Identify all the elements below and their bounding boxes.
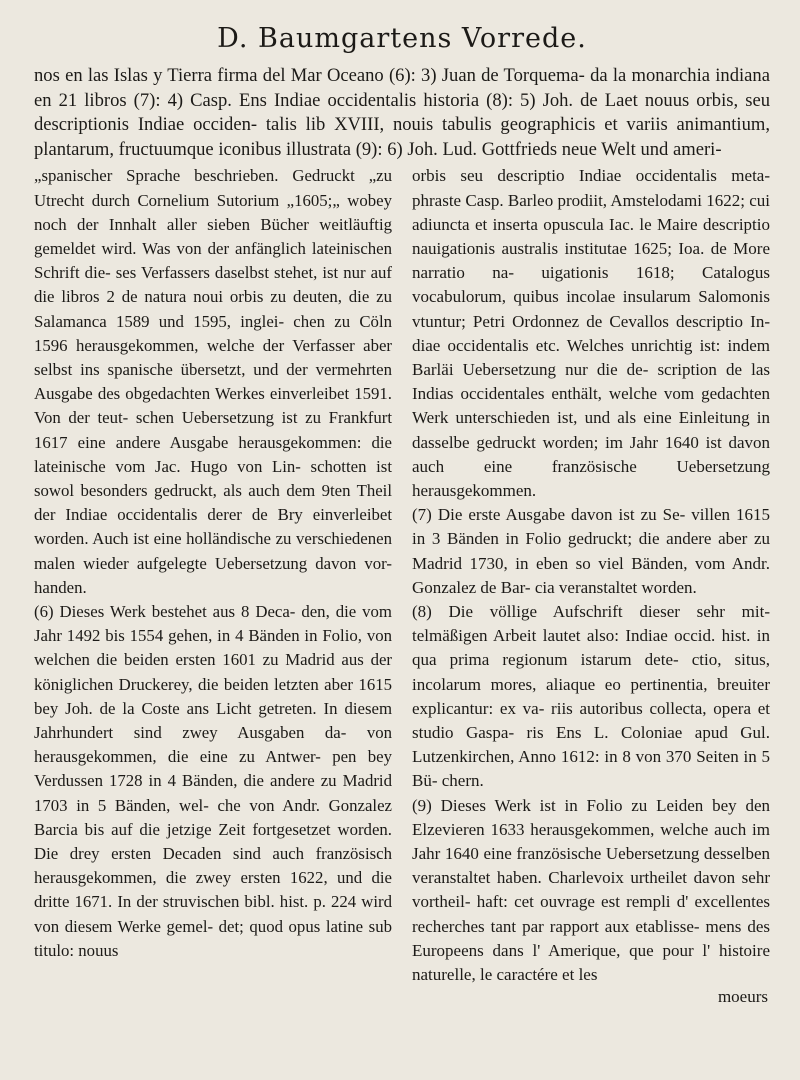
two-column-body: [34, 164, 770, 1009]
catchword: moeurs: [717, 987, 768, 1007]
left-paragraph: (6) Dieses Werk bestehet aus 8 Deca- den, die vom Jahr 1492 bis 1554 gehen, in 4 Bänden in Folio, von welchen die beiden ersten 1601 zu Madrid aus der königlichen Druckerey, die beiden letzten aber 1615 bey Joh. de la Coste ans Licht getreten. In diesem Jahrhundert sind zwey Ausgaben da- von herausgekommen, die eine zu Antwer- pen bey Verdussen 1728 in 4 Bänden, die andere zu Madrid 1703 in 5 Bänden, wel- che von Andr. Gonzalez Barcia bis auf die jetzige Zeit fortgesetzet worden. Die drey ersten Decaden sind auch französisch herausgekommen, die zwey ersten 1622, und die dritte 1671. In der struvischen bibl. hist. p. 224 wird von diesem Werke gemel- det; quod opus latine sub titulo: nouus: [34, 602, 392, 960]
right-paragraph: (7) Die erste Ausgabe davon ist zu Se- villen 1615 in 3 Bänden in Folio gedruckt; die andere aber zu Madrid 1730, in eben so viel Bänden, vom Andr. Gonzalez de Bar- cia veranstaltet worden.: [412, 505, 770, 597]
right-column: [412, 164, 770, 1009]
running-head: D. Baumgartens Vorrede.: [217, 23, 587, 54]
right-paragraph: orbis seu descriptio Indiae occidentalis meta- phraste Casp. Barleo prodiit, Amstelodami 1622; cui adiuncta et inserta opuscula Iac. le Maire descriptio nauigationis australis institutae 1625; Ioa. de More narratio na- uigationis 1618; Catalogus vocabulorum, quibus incolae insularum Salomonis vtuntur; Petri Ordonnez de Cevallos descriptio In- diae occidentalis etc. Welches unrichtig ist: indem Barläi Uebersetzung nur die de- scription de las Indias occidentales enthält, welche vom gedachten Werk unterschieden ist, und als eine Einleitung in dasselbe gedruckt worden; im Jahr 1640 ist davon auch eine französische Uebersetzung herausgekommen.: [412, 166, 770, 501]
left-paragraph: „spanischer Sprache beschrieben. Gedruckt „zu Utrecht durch Cornelium Sutorium „1605;„ wobey noch der Innhalt aller sieben Bücher weitläuftig gemeldet wird. Was von der anfänglich lateinischen Schrift die- ses Verfassers daselbst stehet, ist nur auf die libros 2 de natura noui orbis zu deuten, die zu Salamanca 1589 und 1595, inglei- chen zu Cöln 1596 herausgekommen, welche der Verfasser aber selbst ins spanische übersetzt, und der vermehrten Ausgabe des obgedachten Werkes einverleibet 1591. Von der teut- schen Uebersetzung ist zu Frankfurt 1617 eine andere Ausgabe herausgekommen: die lateinische vom Jac. Hugo von Lin- schotten ist sowol besonders gedruckt, als auch dem 9ten Theil der Indiae occidentalis derer de Bry einverleibet worden. Auch ist eine holländische zu verschiedenen malen wieder aufgelegte Uebersetzung davon vor- handen.: [34, 166, 392, 597]
left-column: [34, 164, 392, 1009]
right-paragraph: (9) Dieses Werk ist in Folio zu Leiden bey den Elzevieren 1633 herausgekommen, welche auch im Jahr 1640 eine französische Uebersetzung desselben veranstaltet haben. Charlevoix urtheilet davon sehr vortheil- haft: cet ouvrage est rempli d' excellentes recherches tant par rapport aux etablisse- mens des Europeens dans l' Amerique, que pour l' histoire naturelle, le caractére et les: [412, 795, 770, 985]
right-paragraph: (8) Die völlige Aufschrift dieser sehr mit- telmäßigen Arbeit lautet also: Indiae occid. hist. in qua prima regionum istarum dete- ctio, situs, incolarum mores, aliaque eo pertinentia, breuiter explicantur: ex va- riis autoribus collecta, opera et studio Gaspa- ris Ens L. Coloniae apud Gul. Lutzenkirchen, Anno 1612: in 8 von 370 Seiten in 5 Bü- chern.: [412, 602, 770, 791]
intro-text: nos en las Islas y Tierra firma del Mar Oceano (6): 3) Juan de Torquema- da la monarchia indiana en 21 libros (7): 4) Casp. Ens Indiae occidentalis historia (8): 5) Joh. de Laet nouus orbis, seu descriptionis Indiae occiden- talis lib XVIII, nouis tabulis geographicis et variis animantium, plantarum, fructuumque iconibus illustrata (9): 6) Joh. Lud. Gottfrieds neue Welt und ameri-: [34, 65, 770, 160]
